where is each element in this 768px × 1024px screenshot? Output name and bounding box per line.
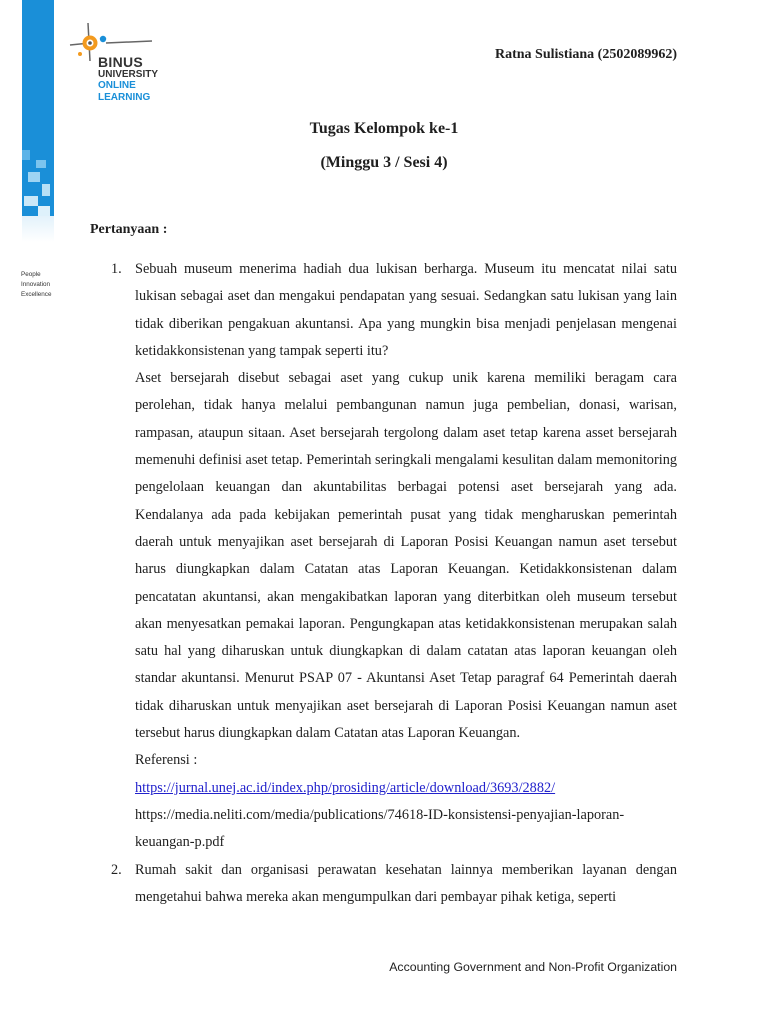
reference-label: Referensi : [135, 752, 198, 769]
question-text: Rumah sakit dan organisasi perawatan kesehatan lainnya memberikan layanan dengan mengetahui bahwa mereka akan mengumpulkan dari pembayar pihak ketiga, seperti [135, 861, 677, 905]
question-text: Sebuah museum menerima hadiah dua lukisan berharga. Museum itu mencatat nilai satu lukisan sebagai aset dan mengakui pendapatan yang sesuai. Sedangkan satu lukisan yang lain tidak diberikan pengakuan akuntansi. Apa yang mungkin bisa menjadi penjelasan mengenai ketidakkonsistenan yang tampak seperti itu? [135, 261, 677, 359]
answer-text: Aset bersejarah disebut sebagai aset yang cukup unik karena memiliki beragam cara perolehan, tidak hanya melalui pembangunan namun juga pembelian, donasi, warisan, rampasan, ataupun sitaan. Aset bersejarah tergolong dalam aset tetap karena asset bersejarah memenuhi definisi aset tetap. Pemerintah seringkali mengalami kesulitan dalam memonitoring pengelolaan keuangan dan akuntabilitas berbagai potensi aset bersejarah yang ada. Kendalanya ada pada kebijakan pemerintah pusat yang tidak mengharuskan pemerintah daerah untuk menyajikan aset bersejarah di Laporan Posisi Keuangan namun aset tersebut harus diungkapkan dalam Catatan atas Laporan Keuangan. Ketidakkonsistenan dalam pencatatan akuntansi, akan mengakibatkan laporan yang diterbitkan oleh museum tersebut akan menyesatkan pemakai laporan. Pengungkapan atas ketidakkonsistenan merupakan salah satu hal yang diharuskan untuk diungkapkan di dalam catatan atas laporan keuangan oleh standar akuntansi. Menurut PSAP 07 - Akuntansi Aset Tetap paragraf 64 Pemerintah daerah tidak diharuskan untuk menyajikan aset bersejarah di Laporan Posisi Keuangan namun aset tersebut harus diungkapkan dalam Catatan atas Laporan Keuangan. [135, 370, 677, 742]
list-item [111, 256, 677, 857]
item-number: 2. [111, 861, 122, 878]
tagline: People Innovation Excellence [21, 271, 52, 298]
reference-link[interactable]: https://jurnal.unej.ac.id/index.php/prosiding/article/download/3693/2882/ [135, 779, 556, 796]
item-number: 1. [111, 261, 122, 277]
author-name: Ratna Sulistiana (2502089962) [494, 47, 677, 62]
logo-text: BINUS UNIVERSITY ONLINE LEARNING [98, 54, 159, 103]
question-list [111, 256, 677, 911]
reference-text: https://media.neliti.com/media/publications/74618-ID-konsistensi-penyajian-laporan- [135, 806, 625, 823]
question-heading: Pertanyaan : [90, 222, 168, 237]
footer-course-name: Accounting Government and Non-Profit Organization [389, 960, 677, 974]
document-title: Tugas Kelompok ke-1 [309, 120, 459, 137]
document-subtitle: (Minggu 3 / Sesi 4) [320, 154, 448, 171]
reference-text: keuangan-p.pdf [135, 834, 225, 851]
list-item [111, 857, 677, 912]
